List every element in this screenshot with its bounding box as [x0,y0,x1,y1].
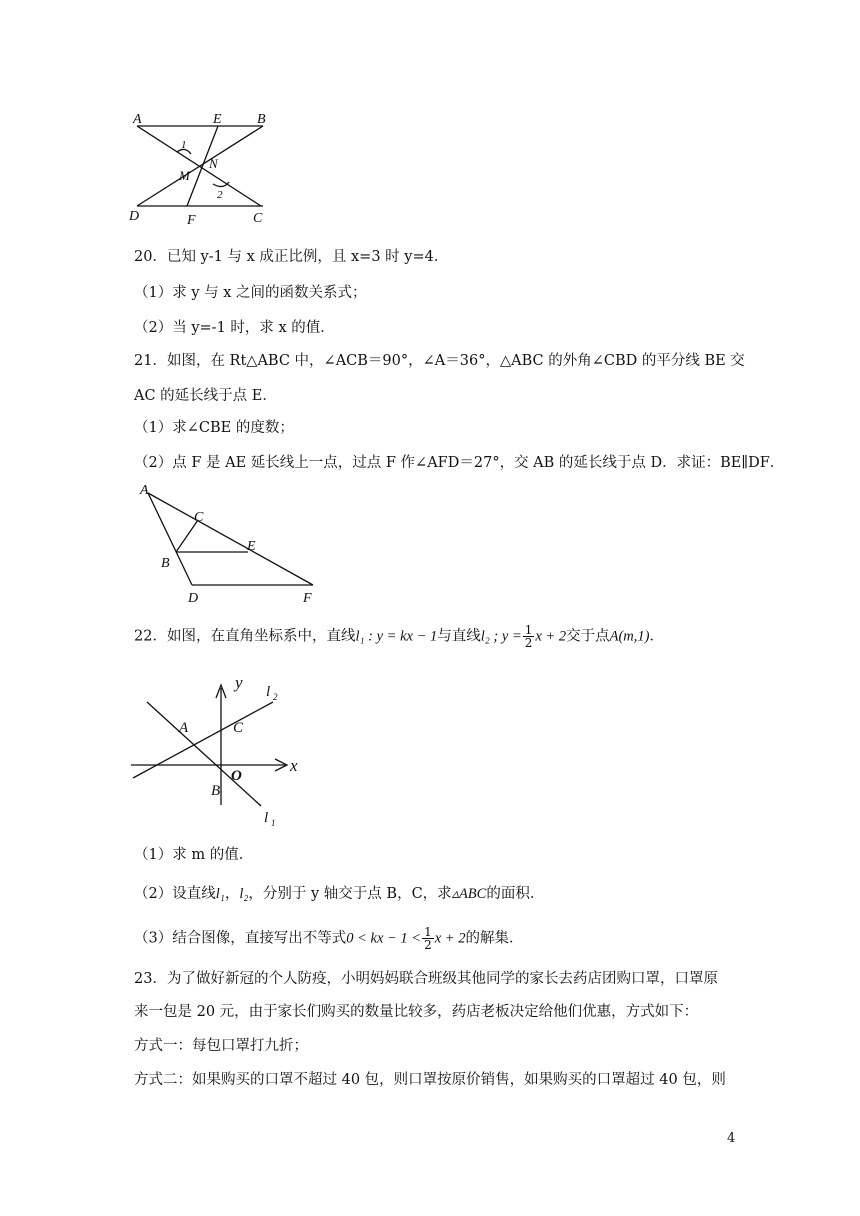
q21-part1: （1）求∠CBE 的度数； [134,420,294,436]
label-x: x [290,756,298,775]
label-A: A [179,720,189,736]
q23-line3: 方式一：每包口罩打九折； [134,1038,308,1054]
figure-triangle-abc [130,478,330,606]
q21-part2: （2）点 F 是 AE 延长线上一点，过点 F 作∠AFD＝27°，交 AB 的延长线于点 D．求证：BE∥DF． [134,455,785,471]
q22-part3: （3）结合图像，直接写出不等式0 < kx − 1 < $\frac{1}{2}$ x + 2的解集． [134,925,524,952]
label-C: C [253,211,263,226]
label-E: E [213,112,222,127]
label-N: N [209,156,218,171]
l2-equation-b: x + 2 [535,628,567,645]
label-E: E [247,539,256,554]
q22-part1: （1）求 m 的值． [134,847,254,863]
label-D: D [188,591,199,606]
q21-stem-line1: 21．如图，在 Rt△ABC 中，∠ACB＝90°，∠A＝36°，△ABC 的外角∠CBD 的平分线 BE 交 [134,353,745,369]
l2-equation-a: l₂ ; y = [480,628,522,645]
q20-part1: （1）求 y 与 x 之间的函数关系式； [134,285,367,301]
figure-parallelogram-efcd [125,108,285,230]
label-2: 2 [217,189,223,201]
page-number: 4 [727,1131,736,1146]
label-B: B [211,783,221,799]
label-1: 1 [181,139,187,151]
label-l1-sub: 1 [271,818,276,828]
label-C: C [233,720,244,736]
fraction-half: $\frac{1}{2}$ [524,623,533,650]
label-A: A [140,483,149,498]
l1-equation: l₁ : y = kx − 1 [355,628,438,645]
label-B: B [161,556,170,571]
q23-line2: 来一包是 20 元，由于家长们购买的数量比较多，药店老板决定给他们优惠，方式如下： [134,1004,699,1020]
q22-part2: （2）设直线l₁，l₂，分别于 y 轴交于点 B，C，求▵ABC的面积． [134,886,545,902]
label-C: C [194,510,204,525]
q20-stem: 20．已知 y-1 与 x 成正比例，且 x=3 时 y=4． [134,249,449,265]
label-F: F [303,591,312,606]
q23-line1: 23．为了做好新冠的个人防疫，小明妈妈联合班级其他同学的家长去药店团购口罩，口罩原 [134,971,718,987]
label-l2: l [266,684,271,700]
label-l2-sub: 2 [273,692,278,702]
label-O: O [231,768,242,784]
fraction-half: $\frac{1}{2}$ [424,925,432,952]
label-M: M [179,168,190,183]
label-A: A [133,112,142,127]
label-l1: l [264,810,269,826]
figure-coordinate-lines [125,670,315,830]
point-a: A(m,1) [609,628,650,645]
q21-stem-line2: AC 的延长线于点 E． [134,388,277,404]
label-y: y [235,673,243,692]
label-B: B [257,112,266,127]
q23-line4: 方式二：如果购买的口罩不超过 40 包，则口罩按原价销售，如果购买的口罩超过 40 包，则 [134,1072,726,1088]
q20-part2: （2）当 y=-1 时，求 x 的值． [134,320,335,336]
q22-stem: 22．如图，在直角坐标系中，直线l₁ : y = kx − 1与直线l₂ ; y = $\frac{1}{2}$ x + 2交于点A(m,1)． [134,623,664,650]
label-F: F [187,213,196,228]
label-D: D [129,209,140,224]
